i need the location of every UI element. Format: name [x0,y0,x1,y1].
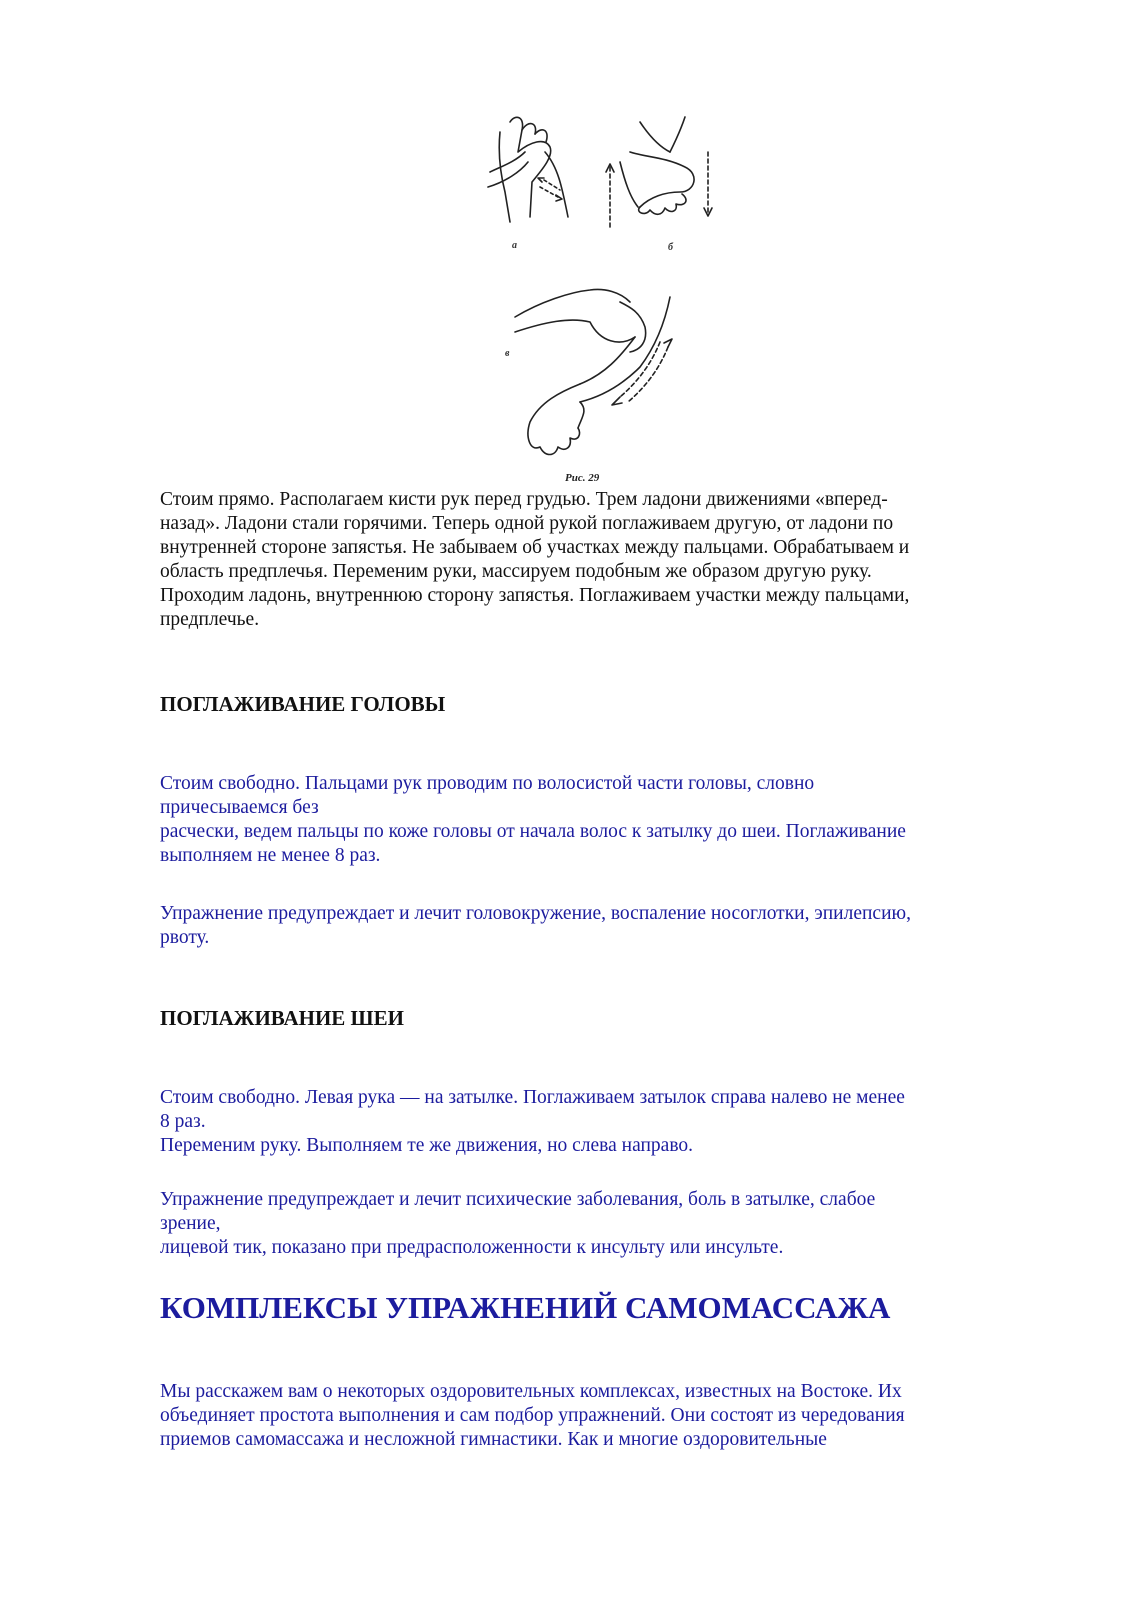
text-line: Переменим руку. Выполняем те же движения, но слева направо. [160,1135,694,1156]
text-line: лицевой тик, показано при предрасположенности к инсульту или инсульте. [160,1237,784,1258]
text-line: выполняем не менее 8 раз. [160,845,381,866]
neck-stroking-heading: ПОГЛАЖИВАНИЕ ШЕИ [160,1006,404,1030]
text-line: Стоим прямо. Располагаем кисти рук перед грудью. Трем ладони движениями «вперед- [160,489,888,510]
text-line: Стоим свободно. Левая рука — на затылке. Поглаживаем затылок справа налево не менее [160,1087,905,1108]
text-line: назад». Ладони стали горячими. Теперь одной рукой поглаживаем другую, от ладони по [160,513,894,534]
text-line: Мы расскажем вам о некоторых оздоровительных комплексах, известных на Востоке. Их [160,1381,902,1402]
text-line: 8 раз. [160,1111,206,1132]
text-line: причесываемся без [160,797,319,818]
text-line: приемов самомассажа и несложной гимнастики. Как и многие оздоровительные [160,1429,827,1450]
figure-label-a: а [512,240,517,251]
figure-b-hand-over-wrist [606,117,712,227]
text-line: зрение, [160,1213,221,1234]
text-line: расчески, ведем пальцы по коже головы от начала волос к затылку до шеи. Поглаживание [160,821,906,842]
figure-c-forearm-stroking [515,290,672,455]
text-line: объединяет простота выполнения и сам подбор упражнений. Они состоят из чередования [160,1405,905,1426]
hands-drawing [470,112,730,492]
figure-label-c: в [505,348,510,359]
figure-label-b: б [668,242,673,253]
text-line: область предплечья. Переменим руки, массируем подобным же образом другую руку. [160,561,872,582]
head-paragraph-1 [160,772,1030,868]
massage-illustration [470,112,730,492]
text-line: Проходим ладонь, внутреннюю сторону запястья. Поглаживаем участки между пальцами, [160,585,910,606]
text-line: внутренней стороне запястья. Не забываем об участках между пальцами. Обрабатываем и [160,537,910,558]
figure-a-hands-rubbing [488,117,568,222]
text-line: Стоим свободно. Пальцами рук проводим по волосистой части головы, словно [160,773,815,794]
complexes-paragraph [160,1380,1030,1452]
figure-caption: Рис. 29 [565,472,600,484]
head-paragraph-2 [160,902,1030,950]
text-line: Упражнение предупреждает и лечит головокружение, воспаление носоглотки, эпилепсию, [160,903,911,924]
intro-paragraph [160,488,1030,632]
head-stroking-heading: ПОГЛАЖИВАНИЕ ГОЛОВЫ [160,692,446,716]
text-line: рвоту. [160,927,210,948]
neck-paragraph-1 [160,1086,1030,1158]
text-line: Упражнение предупреждает и лечит психические заболевания, боль в затылке, слабое [160,1189,876,1210]
self-massage-complexes-heading: КОМПЛЕКСЫ УПРАЖНЕНИЙ САМОМАССАЖА [160,1290,891,1325]
text-line: предплечье. [160,609,260,630]
neck-paragraph-2 [160,1188,1030,1260]
